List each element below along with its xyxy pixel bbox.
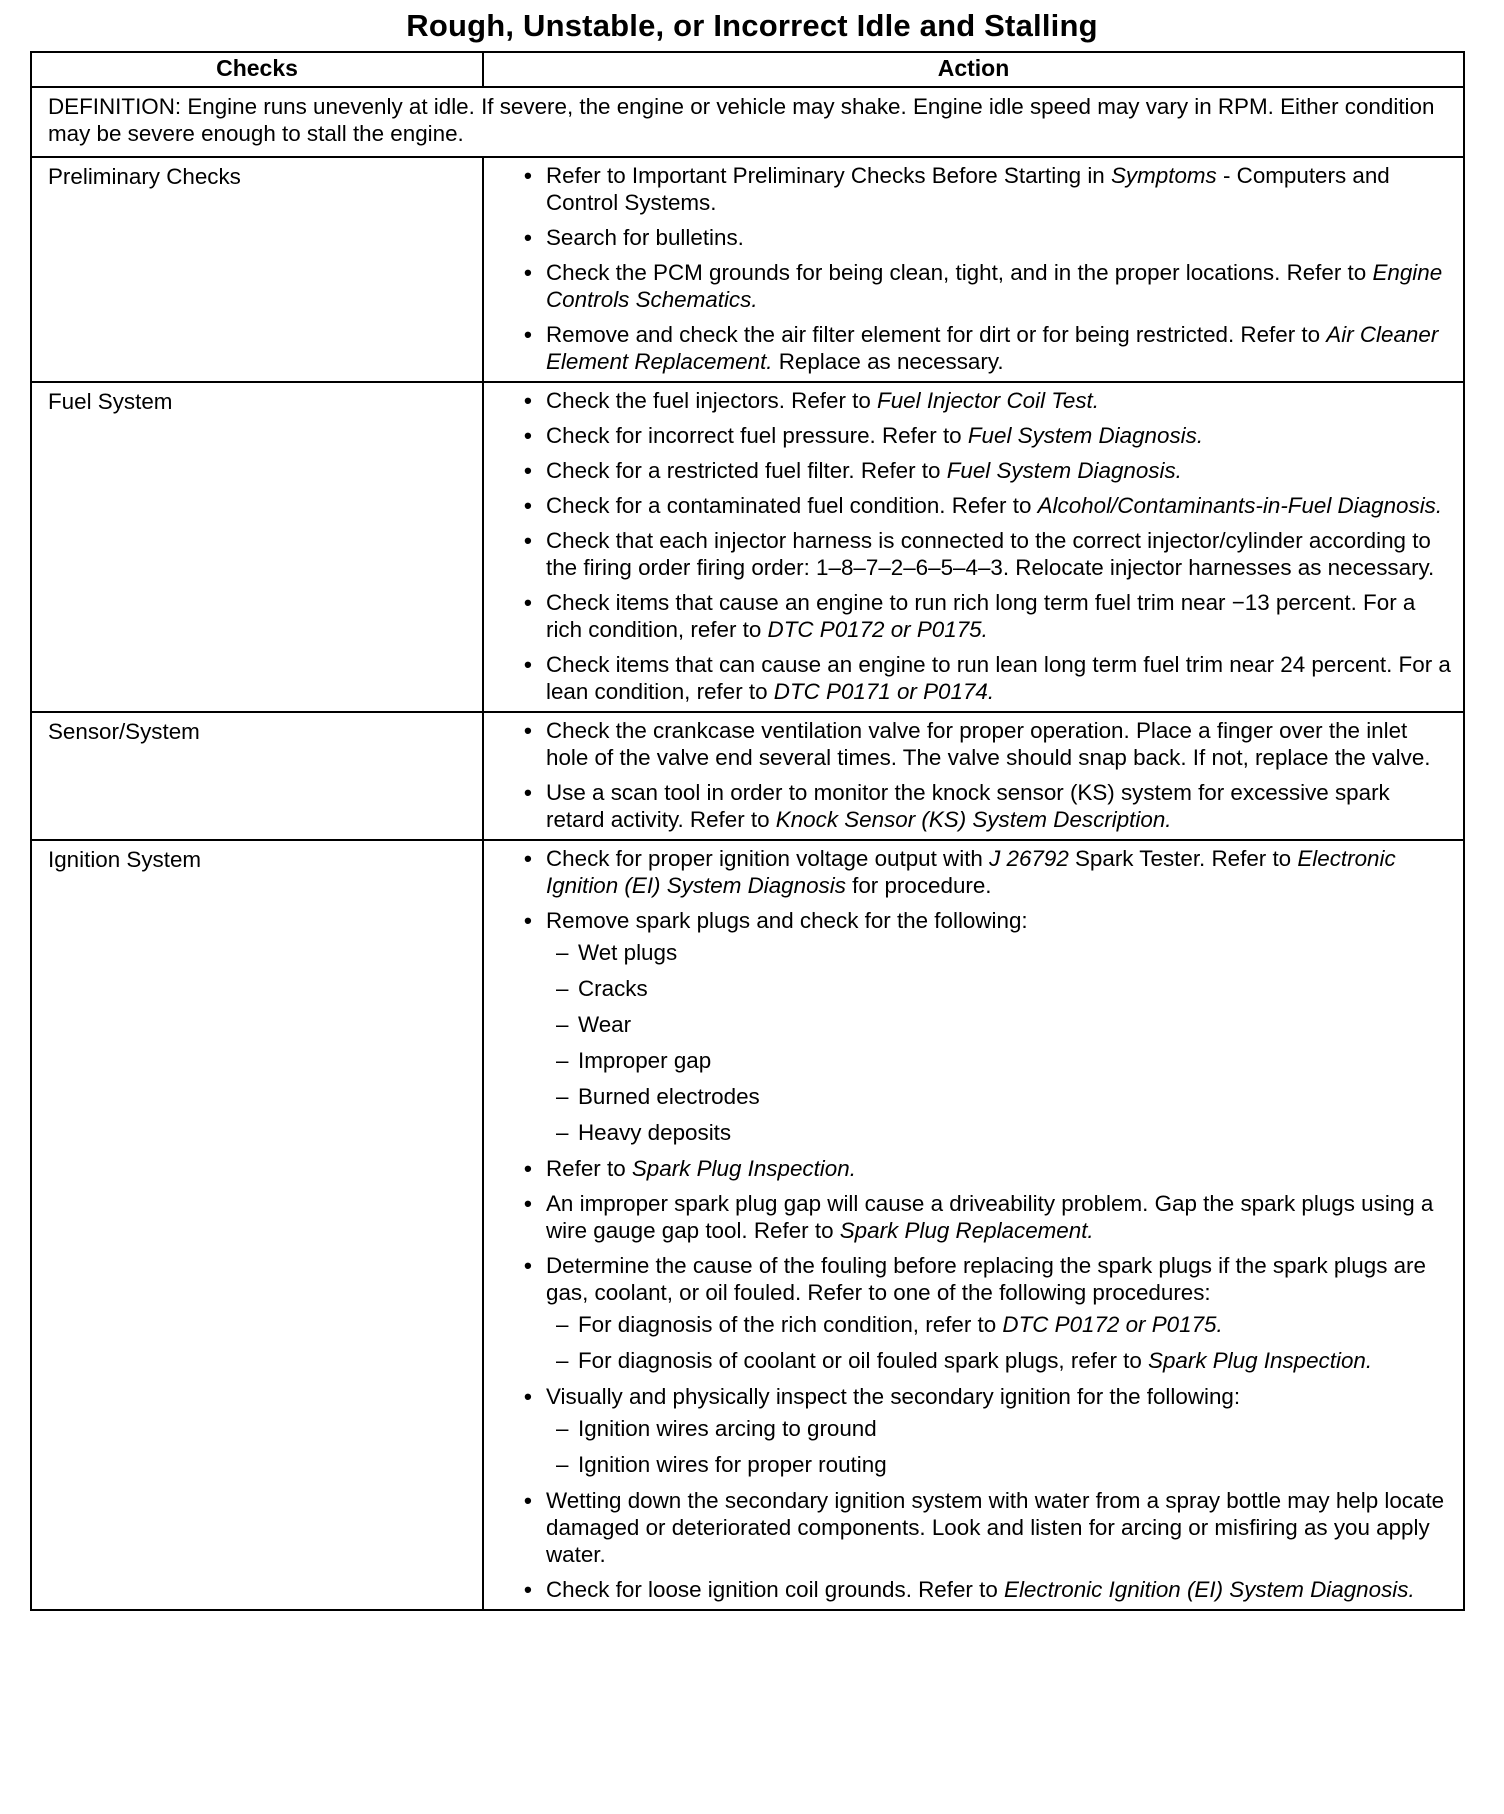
bullet-icon: • <box>524 1384 532 1409</box>
action-text: For diagnosis of the rich condition, refer to <box>578 1312 1003 1337</box>
sub-item <box>556 1311 1453 1338</box>
bullet-icon: • <box>524 423 532 448</box>
action-item <box>524 1383 1453 1478</box>
definition-text: DEFINITION: Engine runs unevenly at idle. If severe, the engine or vehicle may shake. Engine idle speed may vary in RPM. Either condition may be severe enough to stall the engine. <box>31 87 1464 157</box>
dash-icon: – <box>556 1348 569 1373</box>
sub-item <box>556 1047 1453 1074</box>
dash-icon: – <box>556 1452 569 1477</box>
reference-text: Fuel System Diagnosis. <box>946 458 1182 483</box>
bullet-icon: • <box>524 1253 532 1278</box>
action-text: An improper spark plug gap will cause a driveability problem. Gap the spark plugs using a wire gauge gap tool. Refer to <box>546 1191 1434 1243</box>
bullet-icon: • <box>524 493 532 518</box>
action-item <box>524 492 1453 519</box>
action-list <box>524 717 1453 833</box>
check-label: Fuel System <box>31 382 483 712</box>
action-text: - Computers and Control Systems. <box>546 163 1390 215</box>
dash-icon: – <box>556 1312 569 1337</box>
dash-icon: – <box>556 1048 569 1073</box>
action-item <box>524 422 1453 449</box>
action-text: Check for a contaminated fuel condition. Refer to <box>546 493 1038 518</box>
dash-icon: – <box>556 940 569 965</box>
bullet-icon: • <box>524 1488 532 1513</box>
bullet-icon: • <box>524 458 532 483</box>
action-item <box>524 527 1453 581</box>
bullet-icon: • <box>524 908 532 933</box>
dash-icon: – <box>556 1416 569 1441</box>
action-item <box>524 457 1453 484</box>
table-row-sensor-system <box>31 712 1464 840</box>
reference-text: Spark Plug Inspection. <box>631 1156 856 1181</box>
action-text: Check for loose ignition coil grounds. Refer to <box>546 1577 1005 1602</box>
bullet-icon: • <box>524 590 532 615</box>
action-text: Check the fuel injectors. Refer to <box>546 388 878 413</box>
action-cell <box>483 382 1464 712</box>
page-title: Rough, Unstable, or Incorrect Idle and Stalling <box>406 8 1098 43</box>
action-text: Check for a restricted fuel filter. Refer to <box>546 458 947 483</box>
sub-item <box>556 1119 1453 1146</box>
reference-text: Fuel System Diagnosis. <box>967 423 1204 448</box>
action-item <box>524 779 1453 833</box>
action-text: Ignition wires for proper routing <box>578 1452 887 1477</box>
sub-item <box>556 1083 1453 1110</box>
action-text: Heavy deposits <box>578 1120 732 1145</box>
action-item <box>524 224 1453 251</box>
action-text: Visually and physically inspect the secondary ignition for the following: <box>546 1384 1241 1409</box>
action-list <box>524 845 1453 1603</box>
reference-text: Symptoms <box>1110 163 1217 188</box>
action-text: Cracks <box>578 976 648 1001</box>
reference-text: DTC P0172 or P0175. <box>767 617 988 642</box>
sub-item <box>556 1415 1453 1442</box>
reference-text: Engine Controls Schematics. <box>546 260 1443 312</box>
action-text: Remove spark plugs and check for the following: <box>546 908 1028 933</box>
sub-list <box>546 1415 1453 1478</box>
action-text: Burned electrodes <box>578 1084 760 1109</box>
table-row-fuel-system <box>31 382 1464 712</box>
column-header-checks: Checks <box>31 52 483 87</box>
bullet-icon: • <box>524 846 532 871</box>
action-text: Spark Tester. Refer to <box>1068 846 1298 871</box>
action-text: Search for bulletins. <box>546 225 744 250</box>
reference-text: Alcohol/Contaminants-in-Fuel Diagnosis. <box>1037 493 1443 518</box>
bullet-icon: • <box>524 718 532 743</box>
sub-item <box>556 1011 1453 1038</box>
action-text: Check for incorrect fuel pressure. Refer to <box>546 423 968 448</box>
sub-item <box>556 1451 1453 1478</box>
action-text: Use a scan tool in order to monitor the knock sensor (KS) system for excessive spark retard activity. Refer to <box>546 780 1390 832</box>
action-text: Improper gap <box>578 1048 712 1073</box>
dash-icon: – <box>556 1120 569 1145</box>
action-text: Check the crankcase ventilation valve for proper operation. Place a finger over the inlet hole of the valve end several times. The valve should snap back. If not, replace the valve. <box>546 718 1431 770</box>
bullet-icon: • <box>524 225 532 250</box>
bullet-icon: • <box>524 780 532 805</box>
action-item <box>524 1252 1453 1374</box>
dash-icon: – <box>556 976 569 1001</box>
action-text: Replace as necessary. <box>772 349 1004 374</box>
table-row-preliminary-checks <box>31 157 1464 382</box>
reference-text: Spark Plug Inspection. <box>1148 1348 1373 1373</box>
sub-list <box>546 939 1453 1146</box>
action-text: for procedure. <box>845 873 992 898</box>
check-label: Ignition System <box>31 840 483 1610</box>
action-list <box>524 162 1453 375</box>
action-text: Refer to Important Preliminary Checks Before Starting in <box>546 163 1111 188</box>
bullet-icon: • <box>524 528 532 553</box>
bullet-icon: • <box>524 163 532 188</box>
action-cell <box>483 840 1464 1610</box>
table-body <box>31 87 1464 1610</box>
bullet-icon: • <box>524 1191 532 1216</box>
action-item <box>524 717 1453 771</box>
column-header-action: Action <box>483 52 1464 87</box>
action-item <box>524 162 1453 216</box>
action-item <box>524 651 1453 705</box>
action-text: Check for proper ignition voltage output with <box>546 846 990 871</box>
action-text: Check the PCM grounds for being clean, tight, and in the proper locations. Refer to <box>546 260 1373 285</box>
definition-row <box>31 87 1464 157</box>
action-cell <box>483 157 1464 382</box>
diagnostic-table <box>30 51 1465 1611</box>
action-text: Wetting down the secondary ignition system with water from a spray bottle may help locate damaged or deteriorated components. Look and listen for arcing or misfiring as you apply water. <box>546 1488 1445 1567</box>
action-item <box>524 1576 1453 1603</box>
bullet-icon: • <box>524 260 532 285</box>
action-cell <box>483 712 1464 840</box>
reference-text: Spark Plug Replacement. <box>839 1218 1094 1243</box>
action-text: Refer to <box>546 1156 632 1181</box>
action-item <box>524 907 1453 1146</box>
reference-text: Electronic Ignition (EI) System Diagnosis. <box>1004 1577 1415 1602</box>
action-item <box>524 1190 1453 1244</box>
check-label: Preliminary Checks <box>31 157 483 382</box>
action-list <box>524 387 1453 705</box>
check-label: Sensor/System <box>31 712 483 840</box>
reference-text: J 26792 <box>989 846 1069 871</box>
table-row-ignition-system <box>31 840 1464 1610</box>
action-text: For diagnosis of coolant or oil fouled spark plugs, refer to <box>578 1348 1149 1373</box>
reference-text: Electronic Ignition (EI) System Diagnosis <box>546 846 1396 898</box>
dash-icon: – <box>556 1012 569 1037</box>
action-item <box>524 321 1453 375</box>
action-item <box>524 1487 1453 1568</box>
action-text: Check items that can cause an engine to run lean long term fuel trim near 24 percent. For a lean condition, refer to <box>546 652 1451 704</box>
action-item <box>524 259 1453 313</box>
bullet-icon: • <box>524 388 532 413</box>
reference-text: Fuel Injector Coil Test. <box>877 388 1099 413</box>
table-header-row <box>31 52 1464 87</box>
dash-icon: – <box>556 1084 569 1109</box>
sub-list <box>546 1311 1453 1374</box>
bullet-icon: • <box>524 1577 532 1602</box>
sub-item <box>556 939 1453 966</box>
action-text: Check that each injector harness is connected to the correct injector/cylinder according to the firing order firing order: 1–8–7–2–6–5–4–3. Relocate injector harnesses as necessary. <box>546 528 1435 580</box>
action-text: Determine the cause of the fouling before replacing the spark plugs if the spark plugs are gas, coolant, or oil fouled. Refer to one of the following procedures: <box>546 1253 1426 1305</box>
action-item <box>524 845 1453 899</box>
action-item <box>524 387 1453 414</box>
bullet-icon: • <box>524 652 532 677</box>
action-text: Ignition wires arcing to ground <box>578 1416 877 1441</box>
sub-item <box>556 975 1453 1002</box>
bullet-icon: • <box>524 322 532 347</box>
action-item <box>524 1155 1453 1182</box>
reference-text: DTC P0172 or P0175. <box>1002 1312 1223 1337</box>
action-text: Check items that cause an engine to run rich long term fuel trim near −13 percent. For a rich condition, refer to <box>546 590 1416 642</box>
reference-text: Knock Sensor (KS) System Description. <box>775 807 1172 832</box>
reference-text: Air Cleaner Element Replacement. <box>546 322 1439 374</box>
action-text: Wet plugs <box>578 940 678 965</box>
reference-text: DTC P0171 or P0174. <box>773 679 995 704</box>
sub-item <box>556 1347 1453 1374</box>
action-item <box>524 589 1453 643</box>
bullet-icon: • <box>524 1156 532 1181</box>
action-text: Remove and check the air filter element for dirt or for being restricted. Refer to <box>546 322 1327 347</box>
action-text: Wear <box>578 1012 632 1037</box>
